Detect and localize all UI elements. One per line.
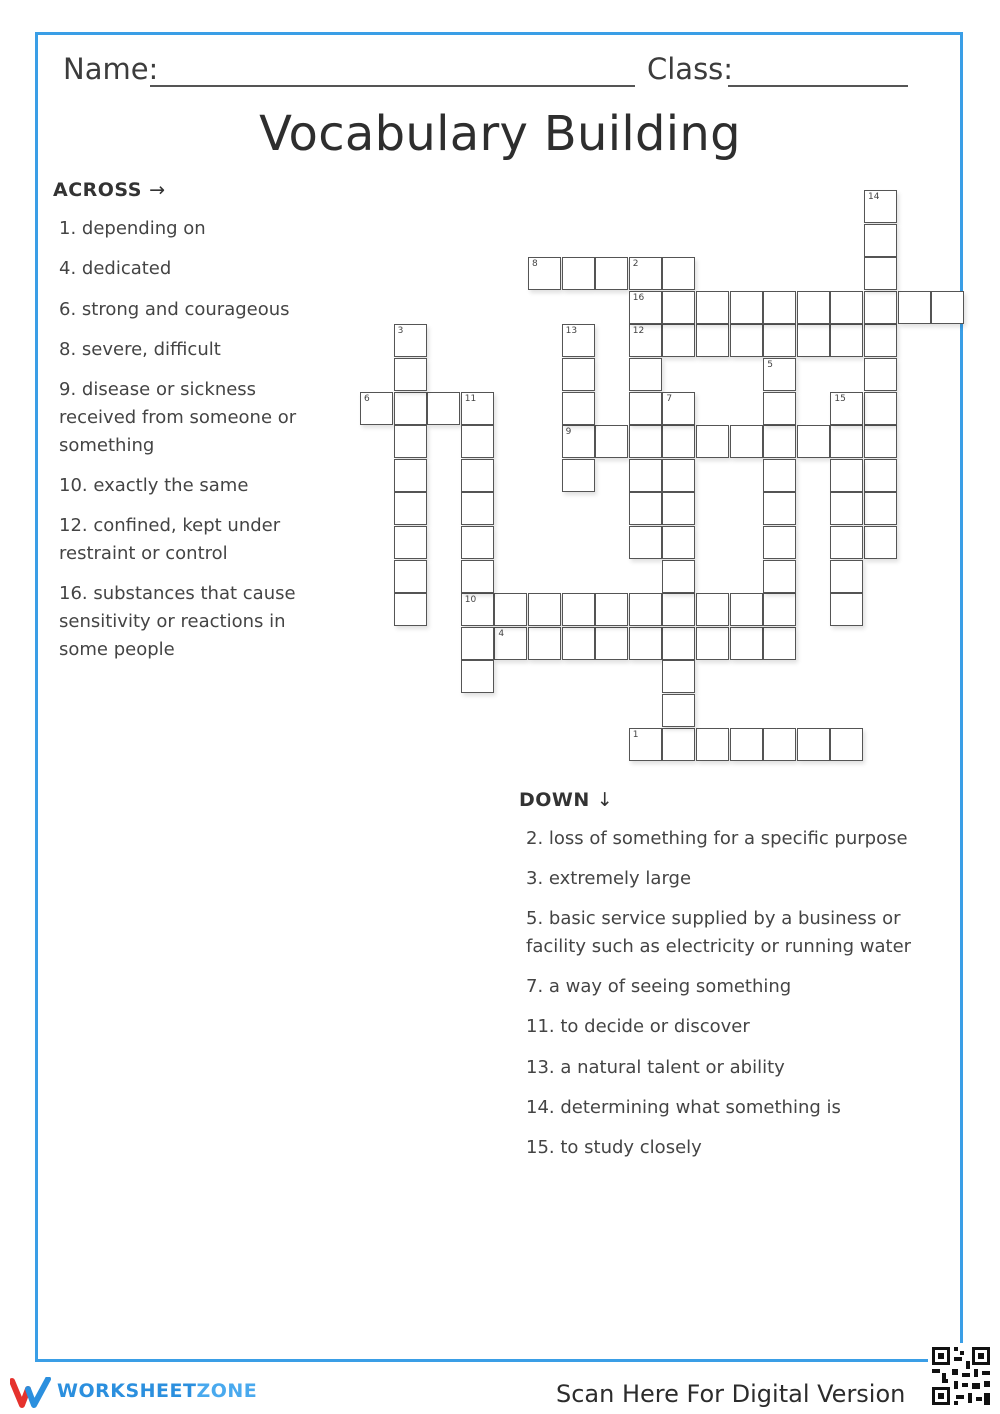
crossword-cell[interactable]: [830, 593, 863, 626]
crossword-cell[interactable]: [830, 526, 863, 559]
crossword-cell[interactable]: [696, 593, 729, 626]
clue-number: 11: [464, 393, 477, 404]
crossword-cell[interactable]: [394, 560, 427, 593]
across-heading: [53, 179, 166, 201]
crossword-cell[interactable]: [562, 324, 595, 357]
crossword-cell[interactable]: [864, 190, 897, 223]
crossword-cell[interactable]: [730, 627, 763, 660]
crossword-cell[interactable]: [562, 257, 595, 290]
clue-across-10: 10. exactly the same: [59, 475, 249, 496]
crossword-cell[interactable]: [629, 492, 662, 525]
crossword-cell[interactable]: [562, 425, 595, 458]
crossword-cell[interactable]: [394, 358, 427, 391]
logo-text-zone: ZONE: [196, 1380, 258, 1402]
crossword-cell[interactable]: [394, 392, 427, 425]
clue-down-13: 13. a natural talent or ability: [526, 1057, 785, 1078]
crossword-cell[interactable]: [730, 728, 763, 761]
page-title: Vocabulary Building: [259, 106, 741, 162]
crossword-cell[interactable]: [830, 291, 863, 324]
arrow-right-icon: →: [149, 179, 166, 201]
crossword-cell[interactable]: [461, 492, 494, 525]
crossword-cell[interactable]: [797, 425, 830, 458]
crossword-cell[interactable]: [394, 425, 427, 458]
crossword-cell[interactable]: [394, 526, 427, 559]
crossword-cell[interactable]: [864, 257, 897, 290]
crossword-cell[interactable]: [562, 358, 595, 391]
crossword-cell[interactable]: [562, 459, 595, 492]
crossword-cell[interactable]: [763, 392, 796, 425]
crossword-cell[interactable]: [461, 425, 494, 458]
crossword-cell[interactable]: [864, 324, 897, 357]
crossword-cell[interactable]: [662, 526, 695, 559]
crossword-cell[interactable]: [629, 425, 662, 458]
crossword-cell[interactable]: [797, 324, 830, 357]
crossword-cell[interactable]: [797, 291, 830, 324]
crossword-cell[interactable]: [797, 728, 830, 761]
clue-down-2: 2. loss of something for a specific purpose: [526, 828, 908, 849]
crossword-cell[interactable]: [662, 291, 695, 324]
crossword-cell[interactable]: [730, 324, 763, 357]
clue-number: 9: [565, 427, 572, 438]
crossword-cell[interactable]: [629, 392, 662, 425]
clue-down-14: 14. determining what something is: [526, 1097, 841, 1118]
crossword-cell[interactable]: [864, 492, 897, 525]
crossword-cell[interactable]: [461, 627, 494, 660]
crossword-cell[interactable]: [696, 324, 729, 357]
crossword-cell[interactable]: [629, 358, 662, 391]
crossword-cell[interactable]: [461, 560, 494, 593]
clue-across-6: 6. strong and courageous: [59, 299, 290, 320]
crossword-cell[interactable]: [864, 224, 897, 257]
crossword-cell[interactable]: [730, 425, 763, 458]
crossword-cell[interactable]: [864, 526, 897, 559]
crossword-cell[interactable]: [461, 660, 494, 693]
crossword-cell[interactable]: [427, 392, 460, 425]
clue-across-9: 9. disease or sickness received from someone or something: [59, 379, 297, 456]
crossword-cell[interactable]: [461, 526, 494, 559]
crossword-cell[interactable]: [763, 291, 796, 324]
class-field[interactable]: [728, 58, 908, 87]
crossword-cell[interactable]: [528, 257, 561, 290]
crossword-cell[interactable]: [662, 459, 695, 492]
crossword-cell[interactable]: [629, 459, 662, 492]
crossword-cell[interactable]: [662, 257, 695, 290]
crossword-cell[interactable]: [830, 392, 863, 425]
crossword-cell[interactable]: [662, 425, 695, 458]
clue-number: 3: [397, 326, 404, 337]
crossword-cell[interactable]: [629, 291, 662, 324]
logo-text-worksheet: WORKSHEET: [57, 1380, 197, 1402]
crossword-cell[interactable]: [528, 627, 561, 660]
crossword-cell[interactable]: [696, 728, 729, 761]
scan-instruction: Scan Here For Digital Version: [556, 1380, 906, 1408]
logo-text: [57, 1380, 257, 1402]
crossword-cell[interactable]: [730, 593, 763, 626]
down-title: DOWN: [519, 789, 590, 811]
name-label: Name:: [63, 52, 159, 86]
clue-number: 10: [464, 595, 477, 606]
crossword-cell[interactable]: [864, 459, 897, 492]
crossword-cell[interactable]: [394, 492, 427, 525]
crossword-cell[interactable]: [763, 728, 796, 761]
crossword-cell[interactable]: [830, 324, 863, 357]
name-field[interactable]: [150, 58, 635, 87]
class-label: Class:: [647, 52, 734, 86]
crossword-cell[interactable]: [763, 425, 796, 458]
clue-number: 16: [632, 292, 645, 303]
worksheetzone-logo: [10, 1377, 260, 1409]
crossword-cell[interactable]: [360, 392, 393, 425]
crossword-cell[interactable]: [696, 291, 729, 324]
clue-across-1: 1. depending on: [59, 218, 206, 239]
crossword-cell[interactable]: [696, 627, 729, 660]
crossword-cell[interactable]: [662, 728, 695, 761]
crossword-cell[interactable]: [562, 593, 595, 626]
crossword-cell[interactable]: [763, 324, 796, 357]
crossword-cell[interactable]: [763, 358, 796, 391]
crossword-cell[interactable]: [730, 291, 763, 324]
crossword-cell[interactable]: [830, 560, 863, 593]
clue-across-12: 12. confined, kept under restraint or control: [59, 515, 281, 564]
clue-down-3: 3. extremely large: [526, 868, 692, 889]
clue-number: 7: [666, 393, 673, 404]
crossword-cell[interactable]: [629, 257, 662, 290]
clue-down-15: 15. to study closely: [526, 1137, 702, 1158]
crossword-cell[interactable]: [763, 459, 796, 492]
crossword-cell[interactable]: [763, 492, 796, 525]
crossword-cell[interactable]: [595, 627, 628, 660]
clue-number: 12: [632, 326, 645, 337]
crossword-cell[interactable]: [494, 593, 527, 626]
crossword-cell[interactable]: [864, 358, 897, 391]
across-title: ACROSS: [53, 179, 142, 201]
crossword-cell[interactable]: [931, 291, 964, 324]
clue-down-5: 5. basic service supplied by a business or facility such as electricity or running water: [526, 908, 912, 957]
crossword-cell[interactable]: [662, 560, 695, 593]
crossword-cell[interactable]: [461, 593, 494, 626]
clue-number: 2: [632, 259, 639, 270]
clue-number: 15: [834, 393, 846, 404]
clue-number: 14: [868, 192, 880, 202]
crossword-cell[interactable]: [629, 324, 662, 357]
crossword-cell[interactable]: [629, 526, 662, 559]
clue-across-8: 8. severe, difficult: [59, 339, 221, 360]
crossword-cell[interactable]: [494, 627, 527, 660]
crossword-cell[interactable]: [662, 392, 695, 425]
crossword-cell[interactable]: [763, 593, 796, 626]
crossword-cell[interactable]: [763, 560, 796, 593]
crossword-cell[interactable]: [662, 627, 695, 660]
clue-down-7: 7. a way of seeing something: [526, 976, 792, 997]
clue-number: 4: [498, 628, 505, 639]
crossword-cell[interactable]: [898, 291, 931, 324]
arrow-down-icon: ↓: [596, 789, 614, 811]
crossword-cell[interactable]: [864, 392, 897, 425]
crossword-cell[interactable]: [662, 324, 695, 357]
crossword-cell[interactable]: [763, 526, 796, 559]
crossword-cell[interactable]: [864, 291, 897, 324]
down-heading: [519, 789, 613, 811]
crossword-cell[interactable]: [864, 425, 897, 458]
qr-code-icon[interactable]: [928, 1343, 994, 1409]
clue-number: 13: [565, 326, 578, 337]
crossword-cell[interactable]: [562, 392, 595, 425]
crossword-cell[interactable]: [629, 627, 662, 660]
crossword-cell[interactable]: [629, 593, 662, 626]
crossword-cell[interactable]: [696, 425, 729, 458]
crossword-cell[interactable]: [595, 593, 628, 626]
crossword-cell[interactable]: [528, 593, 561, 626]
crossword-cell[interactable]: [662, 492, 695, 525]
clue-number: 8: [532, 259, 538, 270]
clue-number: 1: [632, 729, 639, 740]
clue-number: 5: [767, 360, 773, 370]
crossword-cell[interactable]: [394, 324, 427, 357]
crossword-cell[interactable]: [830, 492, 863, 525]
clue-across-16: 16. substances that cause sensitivity or reactions in some people: [59, 583, 296, 660]
crossword-cell[interactable]: [629, 728, 662, 761]
crossword-cell[interactable]: [394, 593, 427, 626]
clue-number: 6: [364, 393, 370, 404]
clue-across-4: 4. dedicated: [59, 258, 172, 279]
crossword-cell[interactable]: [461, 459, 494, 492]
crossword-cell[interactable]: [394, 459, 427, 492]
crossword-cell[interactable]: [662, 694, 695, 727]
crossword-cell[interactable]: [830, 459, 863, 492]
crossword-cell[interactable]: [562, 627, 595, 660]
clue-down-11: 11. to decide or discover: [526, 1016, 750, 1037]
crossword-cell[interactable]: [595, 257, 628, 290]
crossword-cell[interactable]: [830, 425, 863, 458]
crossword-cell[interactable]: [662, 660, 695, 693]
crossword-cell[interactable]: [595, 425, 628, 458]
crossword-cell[interactable]: [830, 728, 863, 761]
crossword-cell[interactable]: [461, 392, 494, 425]
crossword-cell[interactable]: [763, 627, 796, 660]
crossword-cell[interactable]: [662, 593, 695, 626]
logo-w-icon: [10, 1377, 52, 1409]
